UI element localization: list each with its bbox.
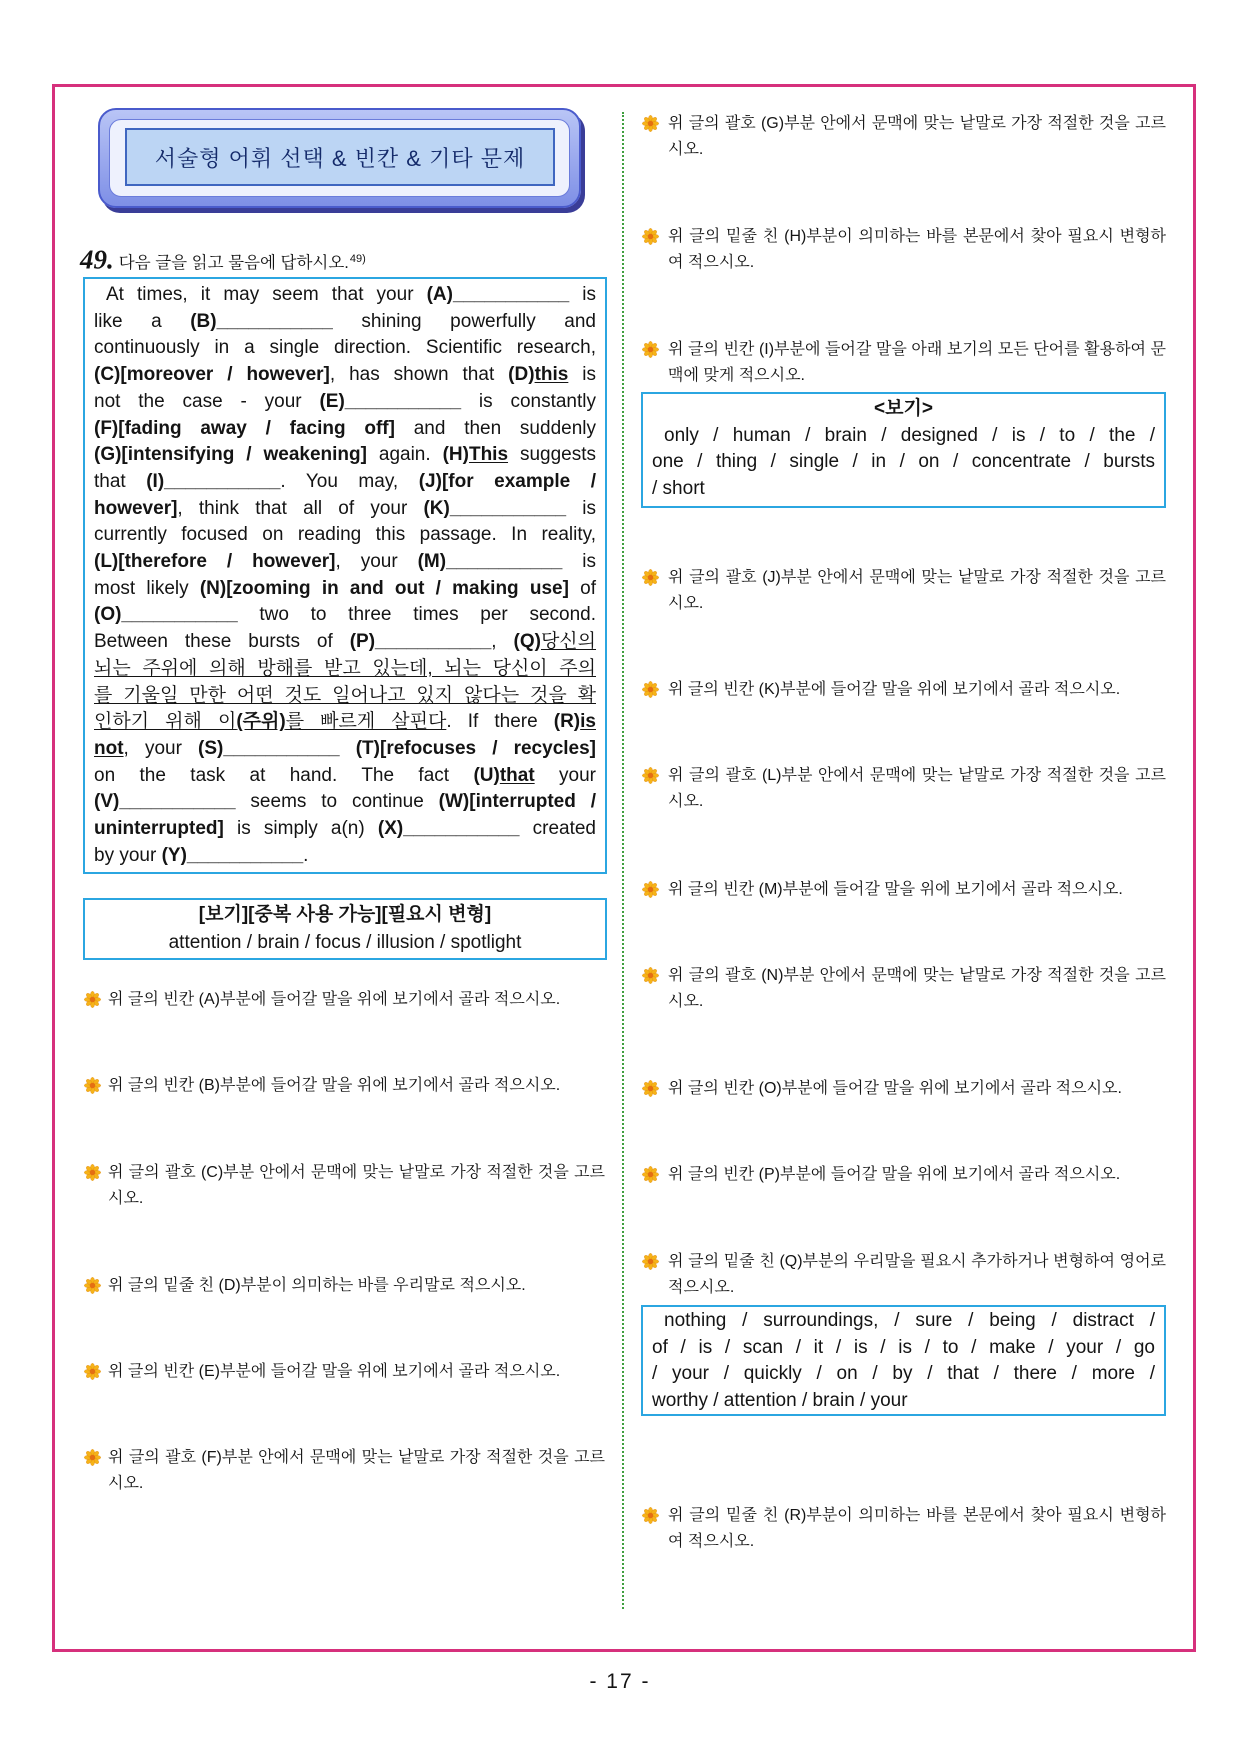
underlined-phrase: (주위) [236,711,286,733]
answer-blank: (E)___________ [319,390,462,412]
passage-text: and then suddenly [394,417,596,439]
flower-icon [642,1166,659,1183]
passage-text: continuously in a single direction. Scientific research, [94,337,596,359]
underlined-phrase: is [580,711,596,733]
passage-text: is [568,364,597,386]
word-bank-line: / your / quickly / on / by / that / there / more / [652,1363,1155,1384]
word-bank-words: attention / brain / focus / illusion / spotlight [168,932,522,953]
question-h [642,224,1166,276]
question-g [642,111,1166,163]
passage-box [83,277,607,874]
passage-text: Between these bursts of [94,631,350,653]
passage-text: again. [366,444,443,466]
choice-bracket: (C)[moreover / however] [94,364,330,386]
flower-icon [642,228,659,245]
word-bank-q [641,1305,1166,1416]
question-text: 위 글의 빈칸 (P)부분에 들어갈 말을 위에 보기에서 골라 적으시오. [668,1166,1121,1183]
item-label: (U) [473,764,500,786]
word-bank-line: of / is / scan / it / is / is / to / make / your / go [652,1336,1155,1358]
word-bank-line: nothing / surroundings, / sure / being / distract / [664,1310,1155,1331]
flower-icon [84,1363,101,1380]
question-text: 위 글의 빈칸 (O)부분에 들어갈 말을 위에 보기에서 골라 적으시오. [668,1080,1122,1097]
flower-icon [642,967,659,984]
question-q [642,1249,1166,1301]
answer-blank: (V)___________ [94,791,236,813]
passage-line [94,843,596,870]
passage-text: is [566,497,597,519]
word-bank-line: worthy / attention / brain / your [652,1389,908,1411]
passage-text: seems to continue [235,791,439,813]
passage-text: shining powerfully and [332,310,596,332]
question-a [84,987,605,1013]
underlined-phrase: 뇌는 주위에 의해 방해를 받고 있는데, 뇌는 당신이 주의 [94,657,596,679]
passage-text: of [568,577,597,599]
passage-line [94,602,596,629]
answer-blank: (K)___________ [423,497,567,519]
question-text: 위 글의 괄호 (F)부분 안에서 문맥에 맞는 낱말로 가장 적절한 것을 고르시오. [108,1449,605,1492]
flower-icon [642,1507,659,1524]
question-p [642,1162,1166,1188]
passage-line [94,683,596,710]
question-text: 위 글의 빈칸 (I)부분에 들어갈 말을 아래 보기의 모든 단어를 활용하여 문맥에 맞게 적으시오. [668,341,1166,384]
passage-text: , think that all of your [177,497,424,519]
passage-line [94,763,596,790]
flower-icon [642,881,659,898]
passage-line [94,656,596,683]
question-text: 위 글의 밑줄 친 (H)부분이 의미하는 바를 본문에서 찾아 필요시 변형하여 적으시오. [668,228,1166,271]
passage-text: that [94,470,147,492]
question-text: 위 글의 괄호 (L)부분 안에서 문맥에 맞는 낱말로 가장 적절한 것을 고르시오. [668,767,1166,810]
flower-icon [642,1253,659,1270]
flower-icon [642,341,659,358]
flower-icon [84,1164,101,1181]
passage-text: , has shown that [329,364,509,386]
question-f [84,1445,605,1497]
passage-text: suggests [508,444,596,466]
flower-icon [84,1277,101,1294]
question-b [84,1073,605,1099]
question-text: 위 글의 괄호 (N)부분 안에서 문맥에 맞는 낱말로 가장 적절한 것을 고르시오. [668,967,1166,1010]
choice-bracket: (L)[therefore / however] [94,551,336,573]
item-label: (D) [508,364,535,386]
passage-line [94,469,596,496]
footnote-reference: 49) [349,253,366,265]
passage-text: is [569,284,597,305]
item-label: (H) [442,444,469,466]
flower-icon [84,1077,101,1094]
passage-text: your [534,764,596,786]
question-r [642,1503,1166,1555]
passage-text: is [562,551,596,573]
passage-text [340,738,356,759]
passage-line [94,736,596,763]
passage-text: , your [335,551,418,573]
choice-bracket: uninterrupted] [94,818,224,840]
passage-line [94,629,596,656]
question-header [80,244,366,274]
passage-line [94,442,596,469]
passage-line [94,282,596,309]
question-d [84,1273,605,1299]
underlined-phrase: This [468,444,509,466]
question-text: 위 글의 빈칸 (M)부분에 들어갈 말을 위에 보기에서 골라 적으시오. [668,881,1123,898]
question-e [84,1359,605,1385]
passage-line [94,496,596,523]
flower-icon [642,767,659,784]
passage-text: like a [94,310,191,332]
choice-bracket: (W)[interrupted / [438,791,596,813]
choice-bracket: however] [94,497,178,519]
passage-line [94,522,596,549]
question-n [642,963,1166,1015]
word-bank-line: one / thing / single / in / on / concentrate / bursts [652,451,1155,472]
question-text: 위 글의 밑줄 친 (Q)부분의 우리말을 필요시 추가하거나 변형하여 영어로 적으시오. [668,1253,1166,1296]
question-text: 위 글의 빈칸 (A)부분에 들어갈 말을 위에 보기에서 골라 적으시오. [108,991,561,1008]
page-number: - 17 - [589,1670,651,1693]
question-instruction: 다음 글을 읽고 물음에 답하시오. [118,254,349,273]
passage-text: two to three times per second. [237,604,596,626]
flower-icon [642,681,659,698]
word-bank-main [83,898,607,960]
passage-line [94,709,596,736]
question-i [642,337,1166,389]
answer-blank: (X)___________ [377,818,520,840]
question-text: 위 글의 밑줄 친 (D)부분이 의미하는 바를 우리말로 적으시오. [108,1277,526,1294]
passage-line [94,789,596,816]
question-text: 위 글의 빈칸 (K)부분에 들어갈 말을 위에 보기에서 골라 적으시오. [668,681,1121,698]
word-bank-title: [보기][중복 사용 가능][필요시 변형] [198,904,492,925]
flower-icon [642,1080,659,1097]
choice-bracket: (G)[intensifying / weakening] [94,444,367,466]
question-number: 49. [80,244,114,275]
passage-text: by your [94,844,162,866]
question-o [642,1076,1166,1102]
word-bank-line: only / human / brain / designed / is / to / the / [664,424,1155,446]
passage-text: on the task at hand. The fact [94,764,474,786]
question-text: 위 글의 괄호 (C)부분 안에서 문맥에 맞는 낱말로 가장 적절한 것을 고르시오. [108,1164,605,1207]
question-text: 위 글의 밑줄 친 (R)부분이 의미하는 바를 본문에서 찾아 필요시 변형하여 적으시오. [668,1507,1166,1550]
passage-line [94,416,596,443]
passage-line [94,335,596,362]
flower-icon [84,991,101,1008]
passage-text: . If there [446,711,554,733]
word-bank-line: / short [652,477,705,499]
word-bank-i [641,392,1166,508]
passage-line [94,389,596,416]
question-m [642,877,1166,903]
passage-text: created [519,818,596,840]
question-text: 위 글의 빈칸 (B)부분에 들어갈 말을 위에 보기에서 골라 적으시오. [108,1077,561,1094]
choice-bracket: (J)[for example / [418,470,596,492]
passage-text: , your [123,737,199,759]
question-text: 위 글의 빈칸 (E)부분에 들어갈 말을 위에 보기에서 골라 적으시오. [108,1363,561,1380]
passage-text: not the case - your [94,390,320,412]
column-divider [622,112,624,1609]
passage-text: is simply a(n) [223,818,378,840]
flower-icon [642,569,659,586]
question-text: 위 글의 괄호 (G)부분 안에서 문맥에 맞는 낱말로 가장 적절한 것을 고르시오. [668,115,1166,158]
choice-bracket: (F)[fading away / facing off] [94,417,395,439]
item-label: (R) [553,711,581,733]
underlined-phrase: not [94,737,124,759]
question-text: 위 글의 괄호 (J)부분 안에서 문맥에 맞는 낱말로 가장 적절한 것을 고르시오. [668,569,1166,612]
underlined-phrase: 인하기 위해 이 [94,711,237,733]
answer-blank: (O)___________ [94,604,238,626]
answer-blank: (I)___________ [146,470,281,492]
passage-text: . [303,844,309,866]
passage-text: . You may, [280,470,419,492]
answer-blank: (B)___________ [190,310,333,332]
flower-icon [642,115,659,132]
question-l [642,763,1166,815]
question-k [642,677,1166,703]
answer-blank: (M)___________ [417,551,563,573]
underlined-phrase: 당신의 [540,631,597,653]
passage-line [94,362,596,389]
passage-text: currently focused on reading this passage. In reality, [94,524,596,546]
passage-text: At times, it may seem that your [106,284,427,305]
underlined-phrase: this [534,364,569,386]
choice-bracket: (T)[refocuses / recycles] [355,737,597,759]
passage-line [94,576,596,603]
passage-line [94,549,596,576]
passage-text: is constantly [461,390,596,412]
passage-line [94,309,596,336]
underlined-phrase: that [499,764,535,786]
underlined-phrase: 를 기울일 만한 어떤 것도 일어나고 있지 않다는 것을 확 [94,684,596,706]
question-c [84,1160,605,1212]
passage-text: most likely [94,577,200,599]
passage-line [94,816,596,843]
answer-blank: (P)___________ [349,631,492,653]
section-title: 서술형 어휘 선택 & 빈칸 & 기타 문제 [125,128,555,186]
underlined-phrase: 를 빠르게 살핀다 [285,711,447,733]
word-bank-title: <보기> [874,398,933,419]
flower-icon [84,1449,101,1466]
answer-blank: (S)___________ [198,737,340,759]
choice-bracket: (N)[zooming in and out / making use] [199,577,569,599]
passage-text: , [491,631,514,653]
answer-blank: (Y)___________ [161,844,304,866]
item-label: (Q) [513,631,541,653]
answer-blank: (A)___________ [426,284,570,305]
question-j [642,565,1166,617]
